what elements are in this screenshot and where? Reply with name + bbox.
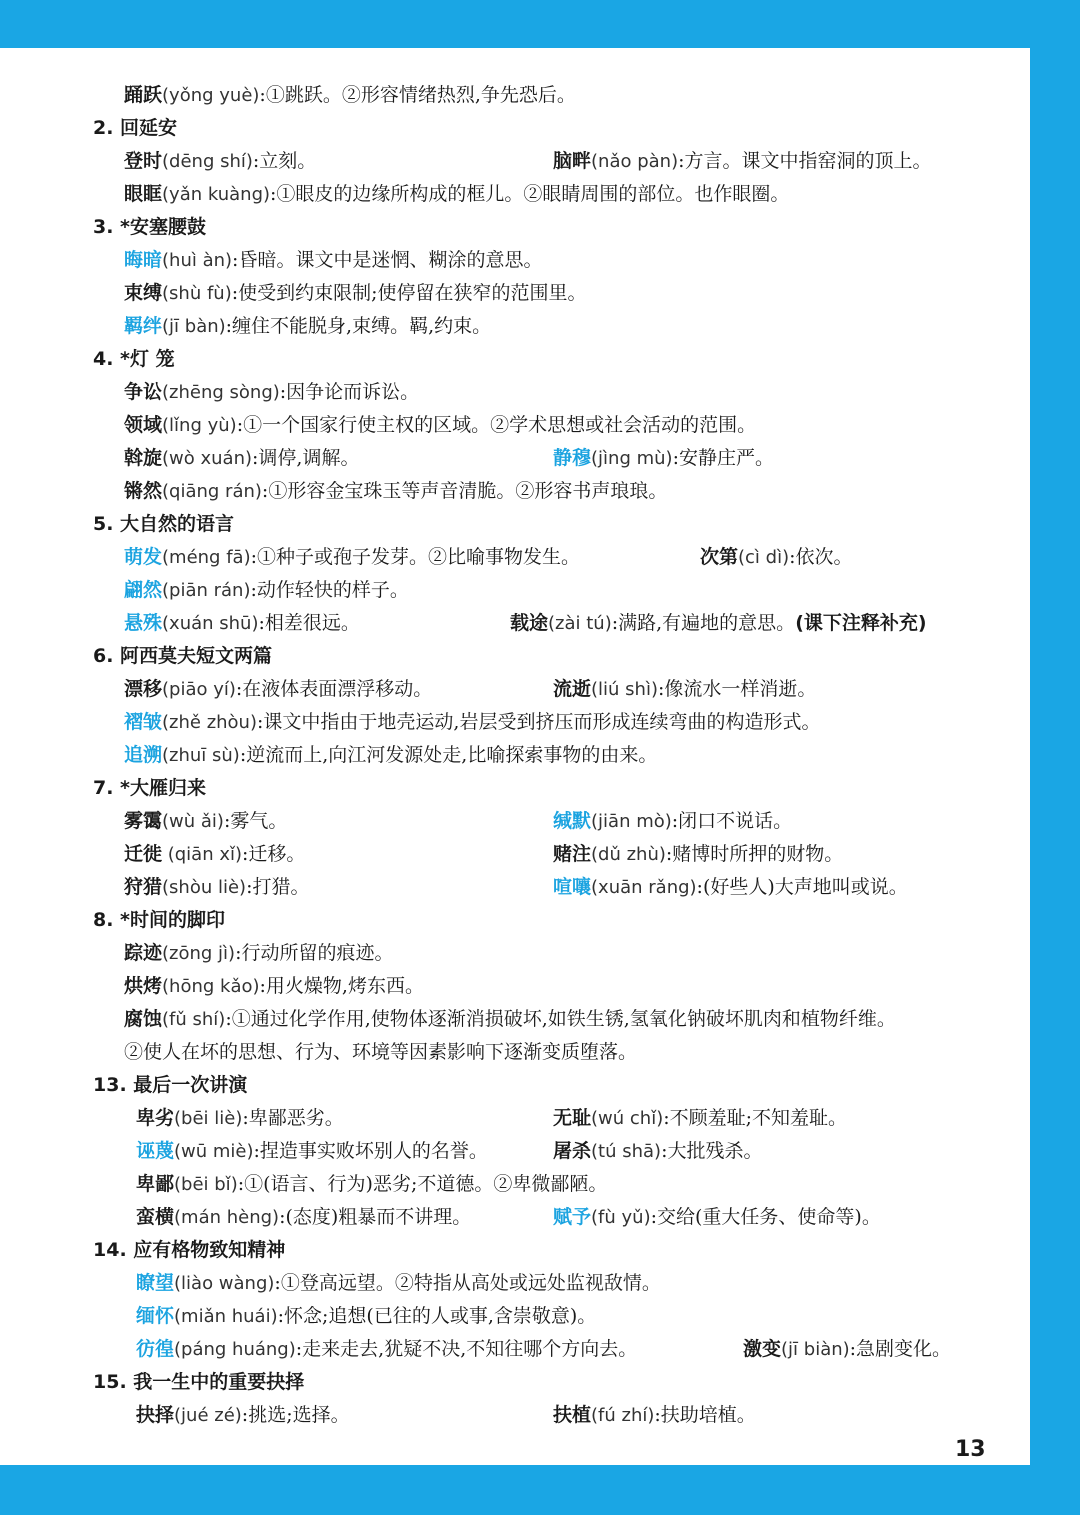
definition: :①(语言、行为)恶劣;不道德。②卑微鄙陋。 bbox=[237, 1173, 608, 1195]
pinyin: (dǔ zhù) bbox=[591, 844, 666, 865]
pinyin: (dēng shí) bbox=[162, 151, 253, 172]
pinyin: (jī biàn) bbox=[781, 1339, 850, 1360]
lesson-heading: 7. *大雁归来 bbox=[93, 777, 206, 799]
pinyin: (bēi bǐ) bbox=[174, 1174, 238, 1195]
definition: :安静庄严。 bbox=[672, 447, 774, 469]
vocab-word: 萌发 bbox=[124, 546, 163, 568]
definition: :迁移。 bbox=[242, 843, 306, 865]
vocab-entry bbox=[136, 1139, 488, 1165]
vocab-entry bbox=[124, 413, 756, 439]
vocab-entry bbox=[124, 83, 576, 109]
pinyin: (jī bàn) bbox=[162, 316, 226, 337]
pinyin: (wù ǎi) bbox=[162, 811, 224, 832]
vocab-word: 领域 bbox=[124, 414, 163, 436]
vocab-entry bbox=[124, 479, 667, 505]
definition: :课文中指由于地壳运动,岩层受到挤压而形成连续弯曲的构造形式。 bbox=[257, 711, 821, 733]
definition: :扶助培植。 bbox=[654, 1404, 756, 1426]
vocab-word: 晦暗 bbox=[124, 249, 163, 271]
pinyin: (miǎn huái) bbox=[174, 1306, 278, 1327]
definition: :昏暗。课文中是迷惘、糊涂的意思。 bbox=[232, 249, 543, 271]
vocab-word: 脑畔 bbox=[553, 150, 592, 172]
vocab-entry bbox=[124, 314, 491, 340]
vocab-word: 瞭望 bbox=[136, 1272, 175, 1294]
vocab-entry bbox=[124, 149, 316, 175]
vocab-word: 烘烤 bbox=[124, 975, 163, 997]
vocab-entry bbox=[124, 677, 432, 703]
vocab-word: 载途 bbox=[510, 612, 549, 634]
pinyin: (zài tú) bbox=[548, 613, 612, 634]
pinyin: (shòu liè) bbox=[162, 877, 247, 898]
vocab-entry bbox=[510, 611, 927, 637]
vocab-word: 蛮横 bbox=[136, 1206, 175, 1228]
page-number: 13 bbox=[955, 1437, 986, 1462]
pinyin: (wū miè) bbox=[174, 1141, 254, 1162]
vocab-entry bbox=[553, 1139, 762, 1165]
vocab-entry bbox=[124, 611, 360, 637]
definition: :闭口不说话。 bbox=[671, 810, 793, 832]
definition: :卑鄙恶劣。 bbox=[242, 1107, 344, 1129]
vocab-entry bbox=[553, 1205, 881, 1231]
vocab-entry bbox=[136, 1271, 661, 1297]
pinyin: (hōng kǎo) bbox=[162, 976, 260, 997]
vocab-entry bbox=[124, 545, 580, 571]
bottom-border-bar bbox=[0, 1465, 1080, 1515]
pinyin: (piāo yí) bbox=[162, 679, 236, 700]
vocab-entry bbox=[700, 545, 853, 571]
vocab-entry bbox=[553, 809, 792, 835]
definition: :立刻。 bbox=[252, 150, 317, 172]
pinyin: (zhuī sù) bbox=[162, 745, 240, 766]
pinyin: (liú shì) bbox=[591, 679, 658, 700]
vocab-word: 扶植 bbox=[553, 1404, 592, 1426]
pinyin: (qiāng rán) bbox=[162, 481, 262, 502]
vocab-word: 踊跃 bbox=[124, 84, 163, 106]
definition: :动作轻快的样子。 bbox=[250, 579, 409, 601]
lesson-heading: 2. 回延安 bbox=[93, 117, 178, 139]
vocab-entry bbox=[553, 875, 908, 901]
definition: :(态度)粗暴而不讲理。 bbox=[279, 1206, 472, 1228]
definition: :①通过化学作用,使物体逐渐消损破坏,如铁生锈,氢氧化钠破坏肌肉和植物纤维。 bbox=[225, 1008, 896, 1030]
vocab-word: 腐蚀 bbox=[124, 1008, 163, 1030]
vocab-entry bbox=[136, 1106, 344, 1132]
pinyin: (piān rán) bbox=[162, 580, 251, 601]
pinyin: (fù yǔ) bbox=[591, 1207, 651, 1228]
vocab-word: 踪迹 bbox=[124, 942, 163, 964]
vocab-entry bbox=[124, 974, 424, 1000]
pinyin: (zōng jì) bbox=[162, 943, 236, 964]
lesson-heading: 13. 最后一次讲演 bbox=[93, 1074, 248, 1096]
definition: :使受到约束限制;使停留在狭窄的范围里。 bbox=[231, 282, 587, 304]
definition: :方言。课文中指窑洞的顶上。 bbox=[678, 150, 932, 172]
definition: :挑选;选择。 bbox=[241, 1404, 350, 1426]
pinyin: (cì dì) bbox=[738, 547, 790, 568]
vocab-word: 锵然 bbox=[124, 480, 163, 502]
vocab-word: 漂移 bbox=[124, 678, 163, 700]
pinyin: (bēi liè) bbox=[174, 1108, 243, 1129]
vocab-entry bbox=[553, 677, 816, 703]
definition: :行动所留的痕迹。 bbox=[235, 942, 394, 964]
pinyin: (jiān mò) bbox=[591, 811, 672, 832]
pinyin: (wò xuán) bbox=[162, 448, 253, 469]
pinyin: (páng huáng) bbox=[174, 1339, 296, 1360]
lesson-heading: 3. *安塞腰鼓 bbox=[93, 216, 206, 238]
vocab-word: 无耻 bbox=[553, 1107, 592, 1129]
vocab-word: 束缚 bbox=[124, 282, 163, 304]
definition: :急剧变化。 bbox=[849, 1338, 952, 1360]
pinyin: (nǎo pàn) bbox=[591, 151, 679, 172]
definition: :用火燥物,烤东西。 bbox=[259, 975, 424, 997]
definition: :调停,调解。 bbox=[252, 447, 360, 469]
vocab-entry bbox=[124, 578, 409, 604]
vocab-word: 赌注 bbox=[553, 843, 592, 865]
vocab-word: 屠杀 bbox=[553, 1140, 592, 1162]
vocab-word: 争讼 bbox=[124, 381, 163, 403]
definition: :①跳跃。②形容情绪热烈,争先恐后。 bbox=[259, 84, 576, 106]
definition: :①眼皮的边缘所构成的框儿。②眼睛周围的部位。也作眼圈。 bbox=[270, 183, 790, 205]
vocab-entry bbox=[136, 1205, 471, 1231]
definition: :满路,有遍地的意思。 bbox=[611, 612, 796, 634]
vocab-entry bbox=[124, 743, 657, 769]
vocab-word: 追溯 bbox=[124, 744, 163, 766]
definition: :①种子或孢子发芽。②比喻事物发生。 bbox=[250, 546, 580, 568]
definition: :在液体表面漂浮移动。 bbox=[235, 678, 433, 700]
vocab-entry bbox=[124, 875, 309, 901]
definition: ②使人在坏的思想、行为、环境等因素影响下逐渐变质堕落。 bbox=[124, 1041, 638, 1063]
vocab-entry bbox=[124, 182, 789, 208]
definition: :捏造事实败坏别人的名誉。 bbox=[253, 1140, 488, 1162]
vocab-word: 褶皱 bbox=[124, 711, 163, 733]
pinyin: (jué zé) bbox=[174, 1405, 242, 1426]
definition: :①形容金宝珠玉等声音清脆。②形容书声琅琅。 bbox=[261, 480, 668, 502]
definition: :打猎。 bbox=[246, 876, 310, 898]
definition: :逆流而上,向江河发源处走,比喻探索事物的由来。 bbox=[239, 744, 658, 766]
vocab-word: 迁徙 bbox=[124, 843, 163, 865]
lesson-heading: 8. *时间的脚印 bbox=[93, 909, 225, 931]
vocab-entry bbox=[124, 1040, 637, 1066]
definition: :交给(重大任务、使命等)。 bbox=[650, 1206, 881, 1228]
lesson-heading: 5. 大自然的语言 bbox=[93, 513, 235, 535]
vocab-entry bbox=[124, 809, 287, 835]
vocab-word: 赋予 bbox=[553, 1206, 592, 1228]
definition: :怀念;追想(已往的人或事,含崇敬意)。 bbox=[277, 1305, 597, 1327]
pinyin: (mán hèng) bbox=[174, 1207, 280, 1228]
vocab-entry bbox=[553, 149, 932, 175]
definition: :依次。 bbox=[789, 546, 853, 568]
definition: :因争论而诉讼。 bbox=[279, 381, 420, 403]
vocab-word: 喧嚷 bbox=[553, 876, 592, 898]
vocab-entry bbox=[124, 446, 359, 472]
pinyin: (lǐng yù) bbox=[162, 415, 237, 436]
vocab-word: 雾霭 bbox=[124, 810, 163, 832]
vocab-word: 卑劣 bbox=[136, 1107, 175, 1129]
pinyin: (shù fù) bbox=[162, 283, 232, 304]
vocab-word: 次第 bbox=[700, 546, 739, 568]
pinyin: (liào wàng) bbox=[174, 1273, 275, 1294]
vocab-word: 翩然 bbox=[124, 579, 163, 601]
lesson-heading: 4. *灯 笼 bbox=[93, 348, 175, 370]
vocab-word: 诬蔑 bbox=[136, 1140, 175, 1162]
pinyin: (wú chǐ) bbox=[591, 1108, 664, 1129]
pinyin: (xuán shū) bbox=[162, 613, 259, 634]
vocab-entry bbox=[124, 842, 305, 868]
vocab-word: 羁绊 bbox=[124, 315, 163, 337]
vocab-entry bbox=[136, 1403, 350, 1429]
pinyin: (yǒng yuè) bbox=[162, 85, 260, 106]
vocab-word: 登时 bbox=[124, 150, 163, 172]
pinyin: (zhēng sòng) bbox=[162, 382, 280, 403]
lesson-heading: 15. 我一生中的重要抉择 bbox=[93, 1371, 305, 1393]
vocab-entry bbox=[553, 446, 774, 472]
vocab-word: 静穆 bbox=[553, 447, 592, 469]
vocab-entry bbox=[136, 1337, 637, 1363]
definition: :像流水一样消逝。 bbox=[657, 678, 817, 700]
definition: :缠住不能脱身,束缚。羁,约束。 bbox=[225, 315, 492, 337]
vocab-word: 眼眶 bbox=[124, 183, 163, 205]
vocab-word: 狩猎 bbox=[124, 876, 163, 898]
vocab-entry bbox=[124, 248, 542, 274]
definition: :赌博时所押的财物。 bbox=[665, 843, 844, 865]
pinyin: (tú shā) bbox=[591, 1141, 662, 1162]
vocab-entry bbox=[553, 1403, 756, 1429]
pinyin: (méng fā) bbox=[162, 547, 251, 568]
pinyin: (huì àn) bbox=[162, 250, 233, 271]
vocab-entry bbox=[553, 1106, 847, 1132]
vocab-entry bbox=[124, 941, 394, 967]
pinyin: (fǔ shí) bbox=[162, 1009, 226, 1030]
vocab-entry bbox=[136, 1172, 607, 1198]
pinyin: (xuān rǎng) bbox=[591, 877, 697, 898]
pinyin: (zhě zhòu) bbox=[162, 712, 257, 733]
vocab-word: (课下注释补充) bbox=[795, 612, 927, 634]
vocab-word: 抉择 bbox=[136, 1404, 175, 1426]
vocab-entry bbox=[124, 1007, 896, 1033]
definition: :雾气。 bbox=[223, 810, 288, 832]
vocab-word: 斡旋 bbox=[124, 447, 163, 469]
definition: :大批残杀。 bbox=[661, 1140, 763, 1162]
definition: :走来走去,犹疑不决,不知往哪个方向去。 bbox=[295, 1338, 638, 1360]
vocab-entry bbox=[553, 842, 843, 868]
vocab-entry bbox=[124, 710, 820, 736]
lesson-heading: 6. 阿西莫夫短文两篇 bbox=[93, 645, 273, 667]
definition: :相差很远。 bbox=[258, 612, 360, 634]
vocab-word: 彷徨 bbox=[136, 1338, 175, 1360]
vocab-word: 激变 bbox=[743, 1338, 782, 1360]
definition: :(好些人)大声地叫或说。 bbox=[696, 876, 908, 898]
vocab-word: 悬殊 bbox=[124, 612, 163, 634]
definition: :不顾羞耻;不知羞耻。 bbox=[663, 1107, 848, 1129]
lesson-heading: 14. 应有格物致知精神 bbox=[93, 1239, 286, 1261]
vocab-word: 卑鄙 bbox=[136, 1173, 175, 1195]
vocab-word: 缅怀 bbox=[136, 1305, 175, 1327]
vocab-word: 缄默 bbox=[553, 810, 592, 832]
definition: :①登高远望。②特指从高处或远处监视敌情。 bbox=[274, 1272, 661, 1294]
pinyin: (fú zhí) bbox=[591, 1405, 655, 1426]
pinyin: (yǎn kuàng) bbox=[162, 184, 271, 205]
definition: :①一个国家行使主权的区域。②学术思想或社会活动的范围。 bbox=[236, 414, 757, 436]
pinyin: (jìng mù) bbox=[591, 448, 673, 469]
vocab-entry bbox=[124, 380, 419, 406]
vocab-entry bbox=[124, 281, 587, 307]
pinyin: (qiān xǐ) bbox=[162, 844, 243, 865]
vocab-entry bbox=[743, 1337, 951, 1363]
vocab-entry bbox=[136, 1304, 596, 1330]
vocab-word: 流逝 bbox=[553, 678, 592, 700]
